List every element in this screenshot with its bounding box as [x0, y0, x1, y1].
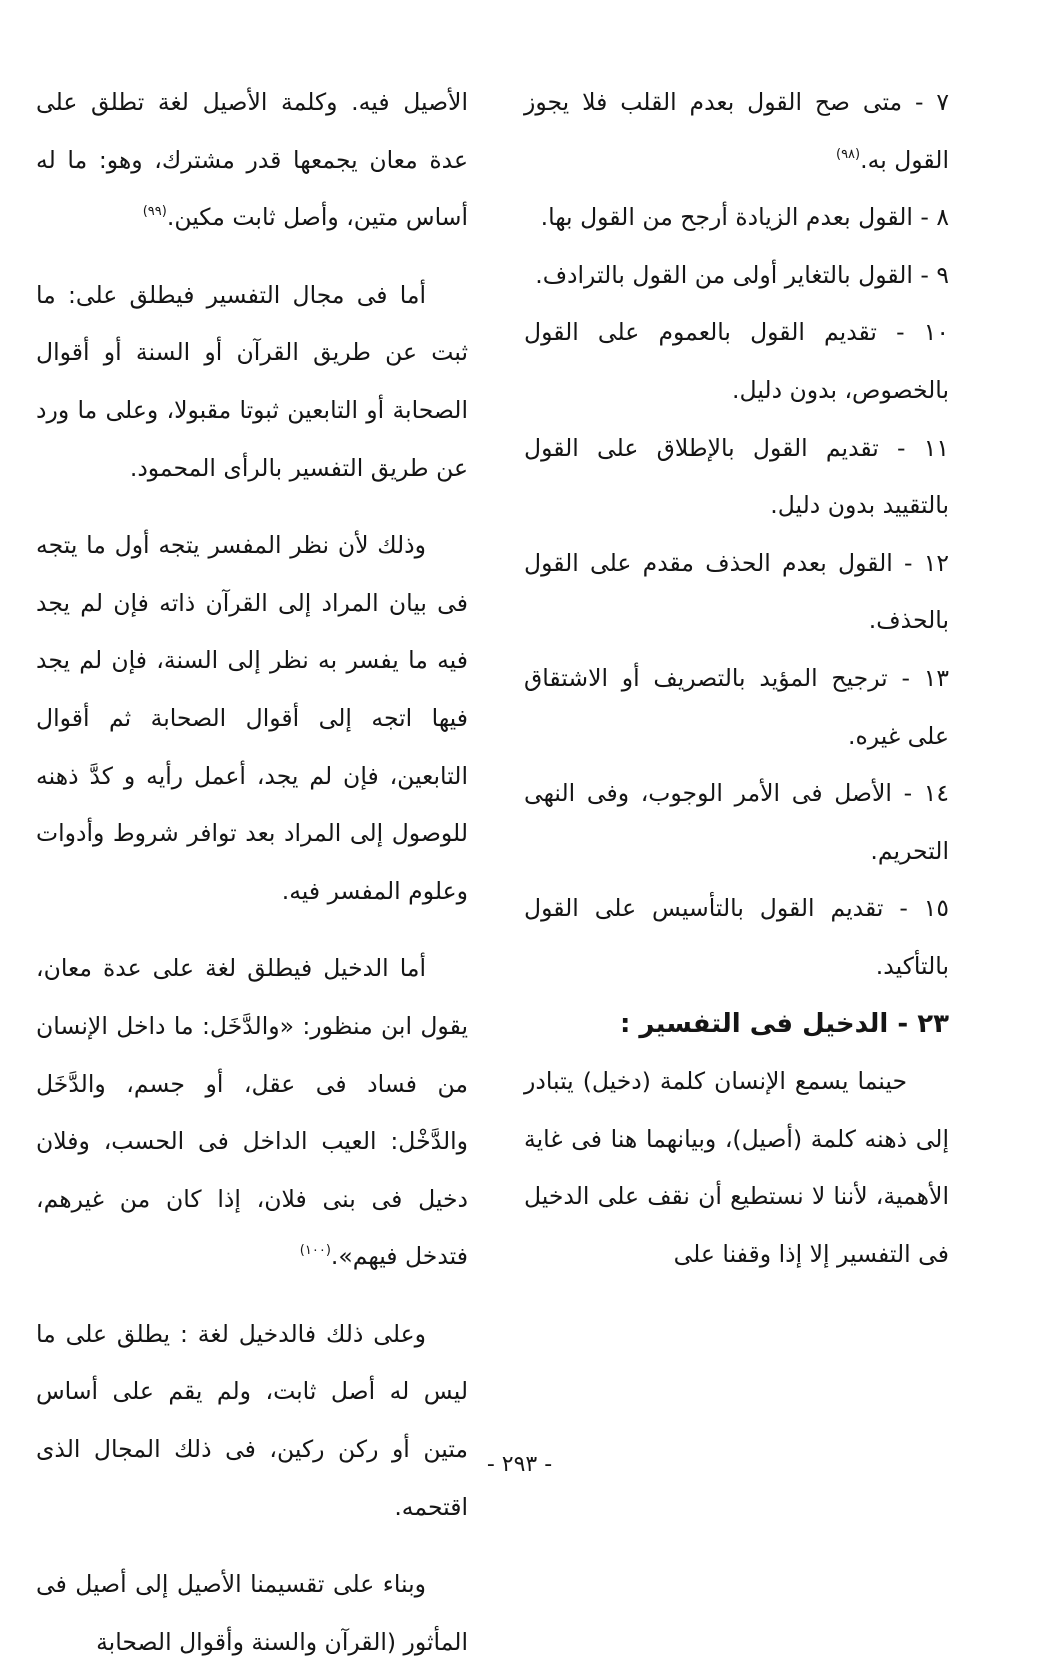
- list-item: ٩ - القول بالتغاير أولى من القول بالترادف.: [535, 260, 949, 289]
- left-column: [36, 74, 468, 1671]
- list-item: ١١ - تقديم القول بالإطلاق على القول بالتقييد بدون دليل.: [524, 433, 949, 520]
- paragraph: أما فى مجال التفسير فيطلق على: ما ثبت عن طريق القرآن أو السنة أو أقوال الصحابة أو التابعين ثبوتا مقبولا، وعلى ما ورد عن طريق التفسير بالرأى المحمود.: [36, 280, 468, 482]
- list-item: ١٤ - الأصل فى الأمر الوجوب، وفى النهى التحريم.: [524, 779, 949, 865]
- right-column: [524, 74, 949, 1283]
- footnote-ref: (١٠٠): [299, 1243, 331, 1259]
- paragraph: وبناء على تقسيمنا الأصيل إلى أصيل فى المأثور (القرآن والسنة وأقوال الصحابة: [36, 1570, 468, 1656]
- list-item: ٨ - القول بعدم الزيادة أرجح من القول بها.: [540, 203, 949, 232]
- list-item: ٧ - متى صح القول بعدم القلب فلا يجوز القول به.$^{(٩٨)}$: [524, 88, 949, 174]
- list-item: ١٥ - تقديم القول بالتأسيس على القول بالتأكيد.: [524, 894, 949, 980]
- list-item: ١٠ - تقديم القول بالعموم على القول بالخصوص، بدون دليل.: [524, 318, 949, 404]
- paragraph: أما الدخيل فيطلق لغة على عدة معان، يقول ابن منظور: «والدَّخَل: ما داخل الإنسان من فساد فى عقل، أو جسم، والدَّخَل والدَّخْل: العيب الداخل فى الحسب، وفلان دخيل فى بنى فلان، إذا كان من غيرهم، فتدخل فيهم».$^{(١٠٠)}$: [36, 954, 468, 1271]
- footnote-ref: (٩٨): [836, 146, 861, 162]
- paragraph: الأصيل فيه. وكلمة الأصيل لغة تطلق على عدة معان يجمعها قدر مشترك، وهو: ما له أساس متين، وأصل ثابت مكين.$^{(٩٩)}$: [36, 88, 468, 232]
- page-number: - ٢٩٣ -: [486, 1452, 553, 1477]
- list-item: ١٣ - ترجيح المؤيد بالتصريف أو الاشتقاق على غيره.: [524, 663, 949, 750]
- paragraph: وعلى ذلك فالدخيل لغة : يطلق على ما ليس له أصل ثابت، ولم يقم على أساس متين أو ركن ركين، فى ذلك المجال الذى اقتحمه.: [36, 1319, 468, 1521]
- footnote-ref: (٩٩): [142, 204, 167, 220]
- paragraph: وذلك لأن نظر المفسر يتجه أول ما يتجه فى بيان المراد إلى القرآن ذاته فإن لم يجد فيه ما يفسر به نظر إلى السنة، فإن لم يجد فيها اتجه إلى أقوال الصحابة ثم أقوال التابعين، فإن لم يجد، أعمل رأيه و كدَّ ذهنه للوصول إلى المراد بعد توافر شروط وأدوات وعلوم المفسر فيه.: [36, 531, 468, 905]
- section-heading: ٢٣ - الدخيل فى التفسير :: [619, 1008, 949, 1039]
- list-item: ١٢ - القول بعدم الحذف مقدم على القول بالحذف.: [524, 548, 949, 635]
- paragraph: حينما يسمع الإنسان كلمة (دخيل) يتبادر إلى ذهنه كلمة (أصيل)، وبيانهما هنا فى غاية الأهمية، لأننا لا نستطيع أن نقف على الدخيل فى التفسير إلا إذا وقفنا على: [524, 1067, 949, 1268]
